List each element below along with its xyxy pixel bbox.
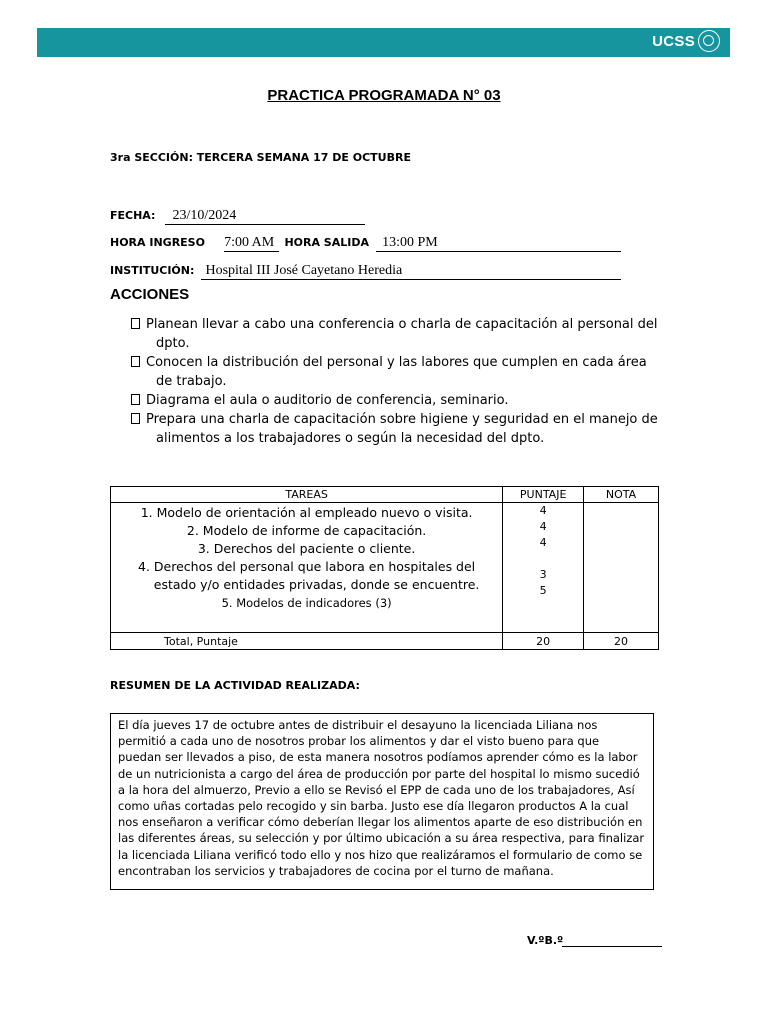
hora-row	[110, 231, 621, 252]
total-nota: 20	[584, 633, 659, 650]
institucion-value: Hospital III José Cayetano Heredia	[205, 263, 403, 278]
header-nota: NOTA	[584, 487, 659, 503]
points-value: 4	[539, 520, 547, 533]
list-item: Diagrama el aula o auditorio de conferencia, seminario.	[131, 391, 661, 410]
task-item: 3. Derechos del paciente o cliente.	[197, 541, 416, 556]
header-tareas: TAREAS	[111, 487, 503, 503]
total-points: 20	[503, 633, 584, 650]
resumen-text: El día jueves 17 de octubre antes de distribuir el desayuno la licenciada Liliana nos permitió a cada uno de nosotros probar los alimentos y dar el visto bueno para que puedan ser llevados a piso, de esta manera nosotros podíamos aprender cómo es la labor de un nutricionista a cargo del área de producción por parte del hospital lo mismo sucedió a la hora del almuerzo, Previo a ello se Revisó el EPP de cada uno de los trabajadores, Así como uñas cortadas pelo recogido y sin barba. Justo ese día llegaron productos A la cual nos enseñaron a verificar cómo deberían llegar los alimentos aparte de eso distribución en las diferentes áreas, su selección y por último ubicación a su área respectiva, para finalizar la licenciada Liliana verificó todo ello y nos hizo que realizáramos el formulario de como se encontraban los servicios y trabajadores de cocina por el turno de mañana.	[118, 718, 645, 878]
logo-text: UCSS	[652, 32, 695, 50]
points-cell	[503, 503, 584, 633]
vb-label: V.ºB.º	[527, 934, 564, 947]
hora-salida-label: HORA SALIDA	[284, 236, 369, 249]
fecha-row	[110, 204, 365, 225]
checkbox-bullet-icon	[131, 394, 140, 405]
points-value: 4	[539, 504, 547, 517]
hora-salida-field	[376, 231, 621, 252]
signature-line	[562, 946, 662, 947]
resumen-heading: RESUMEN DE LA ACTIVIDAD REALIZADA:	[110, 679, 360, 692]
task-item: 2. Modelo de informe de capacitación.	[186, 523, 427, 538]
total-label: Total, Puntaje	[111, 633, 503, 650]
checkbox-bullet-icon	[131, 356, 140, 367]
header-puntaje: PUNTAJE	[503, 487, 584, 503]
fecha-field	[165, 204, 365, 225]
points-value: 3	[539, 568, 547, 581]
institucion-field	[201, 259, 621, 280]
task-item: 5. Modelos de indicadores (3)	[221, 596, 392, 610]
ucss-logo	[652, 30, 720, 52]
hora-ingreso-label: HORA INGRESO	[110, 236, 205, 249]
checkbox-bullet-icon	[131, 413, 140, 424]
checkbox-bullet-icon	[131, 318, 140, 329]
institucion-row	[110, 259, 621, 280]
points-value: 5	[539, 584, 547, 597]
header-banner	[37, 28, 730, 57]
acciones-heading: ACCIONES	[110, 286, 190, 303]
list-item: Planean llevar a cabo una conferencia o charla de capacitación al personal del dpto.	[131, 315, 661, 353]
page-title: PRACTICA PROGRAMADA N° 03	[267, 87, 501, 104]
points-value: 4	[539, 536, 547, 549]
resumen-text-box	[110, 713, 654, 890]
task-item: 1. Modelo de orientación al empleado nuevo o visita.	[140, 505, 473, 520]
tasks-cell	[111, 503, 503, 633]
section-heading: 3ra SECCIÓN: TERCERA SEMANA 17 DE OCTUBRE	[110, 151, 411, 164]
list-item: Conocen la distribución del personal y las labores que cumplen en cada área de trabajo.	[131, 353, 661, 391]
institucion-label: INSTITUCIÓN:	[110, 264, 195, 277]
nota-cell	[584, 503, 659, 633]
task-item: 4. Derechos del personal que labora en hospitales del estado y/o entidades privadas, donde se encuentre.	[138, 559, 480, 592]
hora-ingreso-field	[224, 231, 279, 252]
acciones-list	[131, 315, 661, 448]
hora-salida-value: 13:00 PM	[382, 235, 438, 250]
hora-ingreso-value: 7:00 AM	[224, 235, 275, 250]
list-item: Prepara una charla de capacitación sobre higiene y seguridad en el manejo de alimentos a los trabajadores o según la necesidad del dpto.	[131, 410, 661, 448]
tasks-table	[110, 486, 659, 650]
university-seal-icon	[698, 30, 720, 52]
fecha-value: 23/10/2024	[172, 208, 237, 223]
fecha-label: FECHA:	[110, 209, 156, 222]
